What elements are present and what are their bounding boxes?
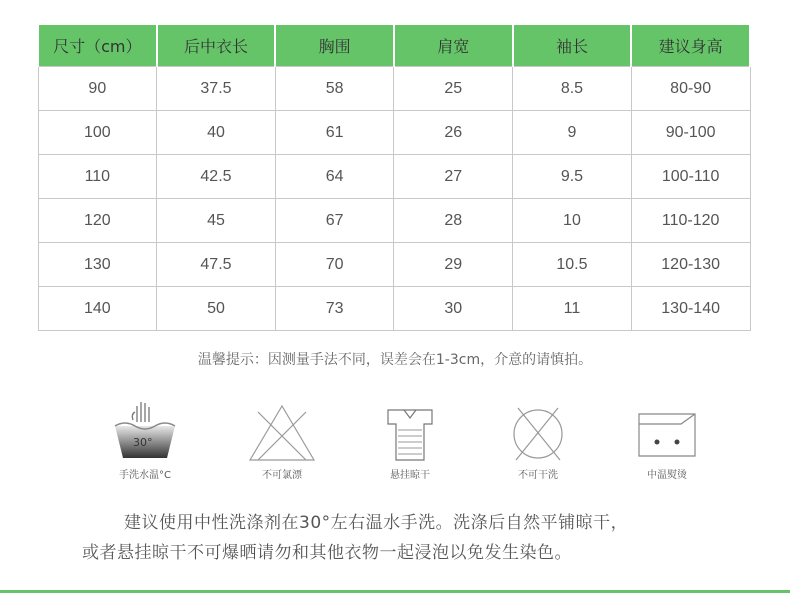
table-cell: 140 [38, 287, 157, 331]
table-cell: 45 [157, 199, 276, 243]
table-cell: 10 [513, 199, 632, 243]
advice-line-2: 或者悬挂晾干不可爆晒请勿和其他衣物一起浸泡以免发生染色。 [82, 543, 572, 563]
advice-line-1: 建议使用中性洗涤剂在30°左右温水手洗。洗涤后自然平铺晾干， [124, 513, 629, 533]
care-item-hand-wash [90, 400, 200, 481]
table-row [38, 199, 750, 243]
table-body [38, 67, 750, 331]
care-label-no-dry-clean: 不可干洗 [518, 470, 558, 481]
care-item-no-dry-clean [483, 400, 593, 481]
table-cell: 90 [38, 67, 157, 111]
care-label-iron: 中温熨烫 [647, 470, 687, 481]
care-item-hang-dry [355, 400, 465, 481]
care-item-no-bleach [227, 400, 337, 481]
no-bleach-icon [240, 400, 324, 462]
table-cell: 47.5 [157, 243, 276, 287]
table-cell: 26 [394, 111, 513, 155]
table-row [38, 287, 750, 331]
table-cell: 67 [275, 199, 394, 243]
table-cell: 120 [38, 199, 157, 243]
table-cell: 40 [157, 111, 276, 155]
wash-temp-text: 30° [133, 436, 153, 449]
table-cell: 10.5 [513, 243, 632, 287]
table-header-row [38, 25, 750, 67]
table-row [38, 243, 750, 287]
col-header-height: 建议身高 [631, 25, 750, 67]
table-cell: 100-110 [631, 155, 750, 199]
table-cell: 110 [38, 155, 157, 199]
table-cell: 30 [394, 287, 513, 331]
table-cell: 9.5 [513, 155, 632, 199]
table-cell: 37.5 [157, 67, 276, 111]
table-cell: 80-90 [631, 67, 750, 111]
table-cell: 27 [394, 155, 513, 199]
measurement-note: 温馨提示：因测量手法不同，误差会在1-3cm，介意的请慎拍。 [197, 352, 593, 368]
table-cell: 130 [38, 243, 157, 287]
table-cell: 70 [275, 243, 394, 287]
bottom-divider [0, 590, 790, 593]
table-cell: 73 [275, 287, 394, 331]
table-cell: 120-130 [631, 243, 750, 287]
col-header-back-length: 后中衣长 [157, 25, 276, 67]
table-cell: 42.5 [157, 155, 276, 199]
table-cell: 110-120 [631, 199, 750, 243]
col-header-chest: 胸围 [275, 25, 394, 67]
care-label-hang-dry: 悬挂晾干 [390, 470, 430, 481]
col-header-shoulder: 肩宽 [394, 25, 513, 67]
table-cell: 64 [275, 155, 394, 199]
wash-advice [82, 508, 742, 568]
table-cell: 9 [513, 111, 632, 155]
care-label-no-bleach: 不可氯漂 [262, 470, 302, 481]
table-cell: 29 [394, 243, 513, 287]
table-row [38, 67, 750, 111]
table-cell: 58 [275, 67, 394, 111]
care-item-iron [612, 400, 722, 481]
table-cell: 25 [394, 67, 513, 111]
col-header-size: 尺寸（cm） [38, 25, 157, 67]
table-cell: 130-140 [631, 287, 750, 331]
hand-wash-30-icon [103, 400, 187, 462]
table-row [38, 155, 750, 199]
care-label-hand-wash: 手洗水温°C [119, 470, 171, 481]
table-cell: 8.5 [513, 67, 632, 111]
table-cell: 61 [275, 111, 394, 155]
hang-dry-icon [368, 400, 452, 462]
size-table [37, 25, 751, 331]
table-row [38, 111, 750, 155]
table-cell: 50 [157, 287, 276, 331]
table-cell: 11 [513, 287, 632, 331]
table-cell: 90-100 [631, 111, 750, 155]
table-cell: 28 [394, 199, 513, 243]
col-header-sleeve: 袖长 [513, 25, 632, 67]
care-instructions [0, 400, 790, 490]
iron-medium-icon [625, 400, 709, 462]
table-cell: 100 [38, 111, 157, 155]
no-tumble-dry-icon [496, 400, 580, 462]
